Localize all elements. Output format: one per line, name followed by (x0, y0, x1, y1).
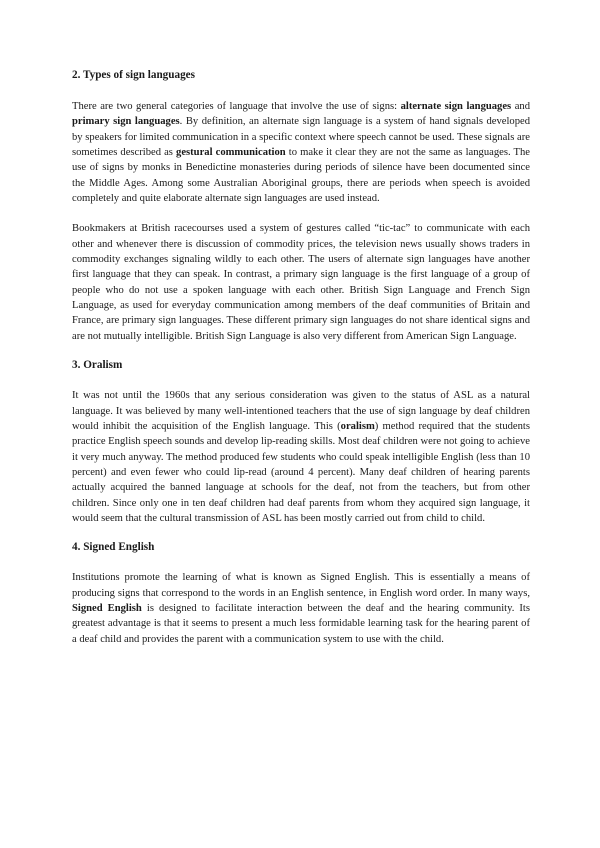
section-heading-signed-english: 4. Signed English (72, 541, 155, 554)
text-run: It was not until the 1960s that any serious consideration was given to the status of ASL as a natural language. It was believed by many well-intentioned teachers that the use of sign language by deaf children would inhibit the acquisition of the English language. This ( (72, 390, 530, 432)
section-heading-types-of-sign-languages: 2. Types of sign languages (72, 69, 195, 81)
text-run: to make it clear they are not the same as languages. The use of signs by monks in Benedictine monasteries during periods of silence have been documented since the Middle Ages. Among some Australian Aboriginal groups, there are periods when speech is avoided completely and quite elaborate alternate sign languages are used instead. (72, 147, 530, 205)
text-run: . By definition, an alternate sign language is a system of hand signals developed by speakers for limited communication in a specific context where speech cannot be used. These signals are sometimes described as (72, 116, 531, 159)
bold-term-primary-sign-languages: primary sign languages (72, 116, 180, 128)
text-run: Institutions promote the learning of what is known as Signed English. This is essentially a means of producing signs that correspond to the words in an English sentence, in English word order. In many ways, (72, 572, 530, 599)
text-run: is designed to facilitate interaction between the deaf and the hearing community. Its greatest advantage is that it seems to present a much less formidable learning task for the hearing parent of a deaf child and provides the parent with a communication system to use with the child. (72, 602, 531, 645)
text-run: ) method required that the students practice English speech sounds and develop lip-reading skills. Most deaf children were not going to achieve it very much anyway. The method produced few students who could speak intelligible English (less than 10 percent) and even fewer who could lip-read (around 4 percent). Many deaf children of hearing parents actually acquired the banned language at schools for the deaf, not from the teachers, but from other children. Since only one in ten deaf children had deaf parents from whom they acquired sign language, it would seem that the cultural transmission of ASL has been mostly carried out from child to child. (72, 420, 530, 524)
section-heading-oralism: 3. Oralism (72, 359, 123, 372)
paragraph-oralism (72, 388, 530, 526)
paragraph-primary-sign-languages: Bookmakers at British racecourses used a system of gestures called “tic-tac” to communicate with each other and whenever there is discussion of commodity prices, the television news usually shows traders in commodity exchanges signaling wildly to each other. The users of alternate sign languages have another first language that they can speak. In contrast, a primary sign language is the first language of a group of people who do not use a spoken language with each other. British Sign Language and French Sign Language, as used for everyday communication among members of the deaf communities of Britain and France, are primary sign languages. These different primary sign languages do not share identical signs and are not mutually intelligible. British Sign Language is also very different from American Sign Language. (72, 223, 530, 342)
text-run: There are two general categories of language that involve the use of signs: (72, 101, 401, 112)
bold-term-oralism: oralism (340, 420, 375, 432)
paragraph-alternate-sign-languages (72, 99, 530, 206)
text-run: and (511, 101, 530, 112)
paragraph-signed-english (72, 570, 530, 647)
bold-term-alternate-sign-languages: alternate sign languages (400, 101, 512, 112)
bold-term-gestural-communication: gestural communication (176, 147, 286, 159)
bold-term-signed-english: Signed English (72, 602, 142, 614)
